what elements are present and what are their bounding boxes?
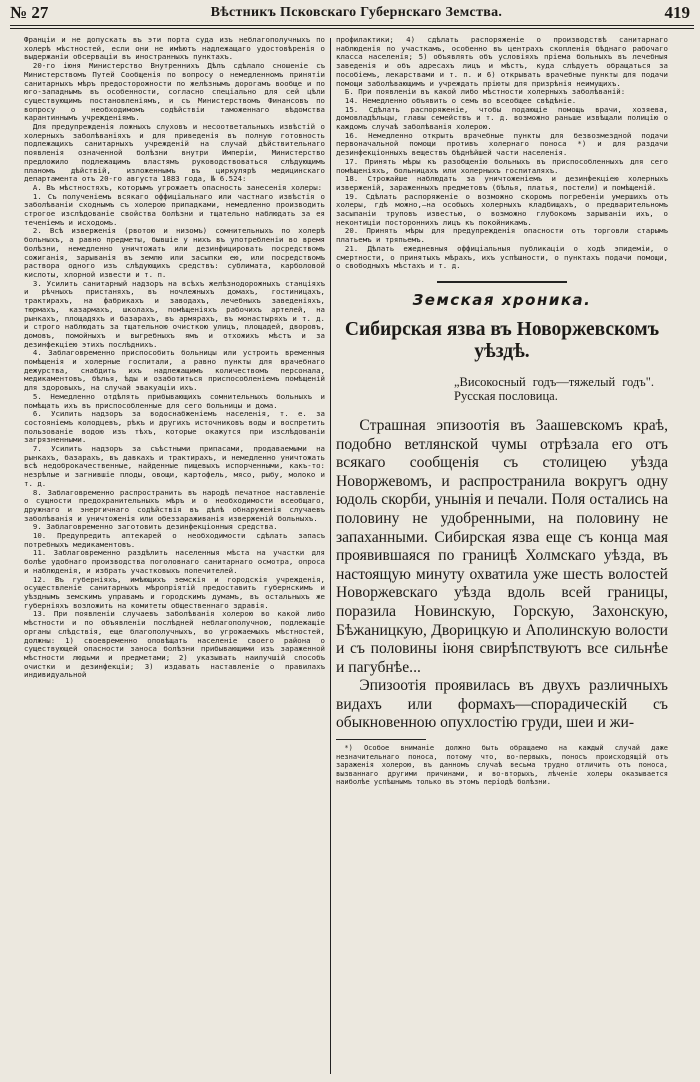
paragraph: 5. Немедленно отдѣлять прибывающихъ сомнительныхъ больныхъ и помѣщать ихъ въ приспособленные для сего больницы и дома. [24,391,325,410]
paragraph: 7. Усилить надзоръ за съѣстными припасами, продаваемыми на рынкахъ, базарахъ, въ давкахъ и трактирахъ, и немедленно уничтожать всѣ недоброкачественные, найденные пищевыхъ испорченными, какъ-то: незрѣлые и загнившіе плоды, овощи, картофель, мясо, рыбу, молоко и т. д. [24,444,325,488]
page-header [10,2,690,24]
paragraph: 13. При появленіи случаевъ заболѣванія холерою во какой либо мѣстности и по объявленіи послѣдней неблагополучною, подлежащіе органы слѣдствія, еще благополучныхъ, во угрожаемыхъ мѣстностей, должны: 1) своевременно оповѣщать населеніе своего района о существующей опасности заноса болѣзни прибывающими изъ зараженной мѣстности людьми и предметами; 2) указывать наилучшій способъ очистки и дезинфекціи; 3) издавать наставленіе о правилахъ индивидуальной [24,609,325,680]
section-separator [437,281,567,283]
header-rule-bottom [10,28,694,29]
paragraph: Франціи и не допускать въ эти порта суда изъ неблагополучныхъ по холерѣ мѣстностей, если они не имѣютъ надлежащаго удостовѣренія о выдержаніи обсерваціи въ иностранныхъ пунктахъ. [24,36,325,62]
paragraph: 2. Всѣ изверженія (рвотою и низомъ) сомнительныхъ по холерѣ больныхъ, а равно предметы, бывшіе у нихъ въ употребленіи во время болѣзни, немедленно уничтожать или дезинфицировать посредствомъ сожиганія, зарыванія въ землю или засыпки ею, или посредствомъ раствора одного изъ слѣдующихъ средствъ: сублимата, карболовой кислоты, хлорной извести и т. п. [24,226,325,279]
paragraph: 17. Принять мѣры къ разобщенію больныхъ въ приспособленныхъ для сего помѣщеніяхъ, больницахъ или холерныхъ госпиталяхъ. [336,156,668,175]
left-column [24,36,325,1074]
paragraph: 4. Заблаговременно приспособить больницы или устроить временныя помѣщенія и холерные госпитали, а равно пункты для врачебнаго дежурства, снабдить ихъ надлежащимъ количествомъ персонала, медикаментовъ, бѣлья, ѣды и озаботиться приспособленіемъ помѣщеній для здоровыхъ, на случай эвакуаціи ихъ. [24,348,325,393]
paragraph: 1. Съ полученіемъ всякаго оффиціальнаго или частнаго извѣстія о заболѣваніи сходнымъ съ холерою припадками, немедленно производить строгое изслѣдованіе свойства болѣзни и тщательно наблюдать за ея теченіемъ и исходомъ. [24,191,325,227]
article-paragraph: Страшная эпизоотія въ Заашевскомъ краѣ, подобно ветлянской чумы отрѣзала его отъ всякаго сообщенія съ столицею уѣзда Новоржевомъ, и распространила вокругъ одну юдоль скорби, унынія и печали. Поля остались на половину не удобренными, на половину не запаханными. Сибирская язва еще съ конца мая проявившаяся по границѣ Холмскаго уѣзда, въ настоящую минуту охватила уже шесть волостей Новоржевскаго уѣзда вдоль всей границы, поразила Новинскую, Горскую, Захонскую, Бѣжаницкую, Дворицкую и Аполинскую волости и съ половины іюня свирѣпствуютъ все сильнѣе и пагубнѣе... [336,416,668,676]
paragraph: 12. Въ губерніяхъ, имѣющихъ земскія и городскія учрежденія, осуществленіе санитарныхъ мѣропріятій предоставить губернскимъ и уѣзднымъ земскимъ управамъ и городскимъ думамъ, въ остальныхъ же губерніяхъ возложить на комитеты общественнаго здравія. [24,574,325,610]
paragraph: 15. Сдѣлать распоряженіе, чтобы подающіе помощь врачи, хозяева, домовладѣльцы, главы семействъ и т. д. возможно раньше извѣщали полицію о каждомъ случаѣ заболѣванія холерою. [336,104,668,132]
header-rule-top [10,25,694,26]
article-title: Сибирская язва въ Новоржевскомъ уѣздѣ. [344,318,660,362]
journal-title: Вѣстникъ Псковскаго Губернскаго Земства. [210,5,503,20]
article-paragraph: Эпизоотія проявилась въ двухъ различныхъ видахъ или формахъ—спорадическій съ обыкновенною опухлостію груди, шеи и жи- [336,677,668,732]
paragraph: 10. Предупредить аптекарей о необходимости сдѣлать запасъ потребныхъ медикаментовъ. [24,531,325,549]
paragraph: 11. Заблаговременно раздѣлить населенныя мѣста на участки для болѣе удобнаго производства поголовнаго санитарнаго осмотра, опроса и наблюденія, и избрать участковыхъ попечителей. [24,548,325,575]
paragraph: 16. Немедленно открыть врачебные пункты для безвозмездной подачи первоначальной помощи противъ холернаго поноса *) и для раздачи дезинфекціонныхъ веществъ бѣднѣйшей части населенія. [336,130,668,158]
paragraph: 9. Заблаговременно заготовить дезинфекціонныя средства. [32,522,278,532]
paragraph: 19. Сдѣлать распоряженіе о возможно скоромъ погребеніи умершихъ отъ холеры, гдѣ можно,—на особыхъ холерныхъ кладбищахъ, о предварительномъ засыпаніи труповъ известью, о возможно глубокомъ зарываніи ихъ, о неконтиціи постороннихъ лицъ къ покойникамъ. [336,191,668,227]
epigraph: „Високосный годъ—тяжелый годъ". Русская пословица. [454,374,654,403]
paragraph: 20. Принять мѣры для предупрежденія опасности отъ торговли старымъ платьемъ и тряпьемъ. [336,226,668,245]
paragraph: А. Въ мѣстностяхъ, которымъ угрожаетъ опасность занесенія холеры: [32,182,323,192]
issue-number: № 27 [10,3,49,22]
section-title: Земская хроника. [412,290,592,309]
column-divider [330,38,331,1074]
paragraph: Б. При появленіи въ какой либо мѣстности холерныхъ заболѣваній: [344,87,626,97]
paragraph: профилактики; 4) сдѣлать распоряженіе о производствѣ санитарнаго наблюденія по участкамъ, особенно въ центрахъ скопленія бѣднаго рабочаго класса населенія; 5) объявлять объ условіяхъ пріема больныхъ въ лечебныя заведенія и объ адресахъ лицъ и мѣстъ, куда слѣдуетъ обращаться за пособіемъ, лекарствами и т. п. и 6) открывать врачебные пункты для подачи помощи заболѣвающимъ и учреждать пріюты для призрѣнія неимущихъ. [336,36,668,88]
paragraph: 3. Усилить санитарный надзоръ на всѣхъ желѣзнодорожныхъ станціяхъ и рѣчныхъ пристаняхъ, въ ночлежныхъ домахъ, гостиницахъ, трактирахъ, на фабрикахъ и заводахъ, лечебныхъ заведеніяхъ, тюрмахъ, казармахъ, школахъ, помѣщеніяхъ рабочихъ артелей, на рынкахъ, площадяхъ и базарахъ, въ армярахъ, въ монастыряхъ и т. д. и строго наблюдать за тщательною очисткою улицъ, площадей, дворовъ, домовъ, помойныхъ и выгребныхъ ямъ и отхожихъ мѣстъ и за дезинфекціею этихъ послѣднихъ. [24,278,325,349]
footnote: *) Особое вниманіе должно быть обращаемо на каждый случай даже незначительнаго поноса, потому что, во-первыхъ, поносъ происходящій отъ зараженія холерою, въ данномъ случаѣ весьма трудно отличить отъ поноса, вызваннаго другими причинами, и во-вторыхъ, лѣченіе холеры оказывается наиболѣе успѣшнымъ только въ этомъ періодѣ болѣзни. [336,744,668,787]
paragraph: 14. Немедленно объявить о семъ во всеобщее свѣдѣніе. [344,95,577,105]
paragraph: 21. Дѣлать ежедневныя оффиціальныя публикаціи о ходѣ эпидеміи, о смертности, о принятыхъ мѣрахъ, ихъ успѣшности, о пунктахъ подачи помощи, о свободныхъ мѣстахъ и т. д. [336,243,668,271]
right-column [336,36,668,1074]
paragraph: 6. Усилить надзоръ за водоснабженіемъ населенія, т. е. за состояніемъ колодцевъ, рѣкъ и другихъ источниковъ воды и воспретить пользованіе водою изъ тѣхъ, которые окажутся при изслѣдованіи загрязненными. [24,409,325,445]
paragraph: 18. Строжайше наблюдать за уничтоженіемъ и дезинфекціею холерныхъ изверженій, зараженныхъ предметовъ (бѣлья, платья, постели) и помѣщеній. [336,174,668,192]
paragraph: 8. Заблаговременно распространить въ народѣ печатное наставленіе о сущности предохранительныхъ мѣръ и о необходимости всеобщаго, дружнаго и энергичнаго содѣйствія въ дѣлѣ обнаруженія случаевъ заболѣванія и уничтоженія или обеззараживанія изверженій больныхъ. [24,487,325,523]
paragraph: 20-го іюня Министерство Внутреннихъ Дѣлъ сдѣлало сношеніе съ Министерствомъ Путей Сообщенія по вопросу о немедленномъ принятіи санитарныхъ мѣръ предосторожности по желѣзнымъ дорогамъ вообще и по юго-западнымъ въ особенности, согласно спеціально для сей цѣли существующимъ постановленіямъ, и съ Министерствомъ Финансовъ по вопросу о необходимомъ содѣйствіи таможеннаго вѣдомства карантиннымъ учрежденіямъ. [24,61,325,123]
page-number: 419 [664,3,690,22]
footnote-separator [336,739,426,740]
paragraph: Для предупрежденія ложныхъ слуховъ и несоответальныхъ извѣстій о холерныхъ заболѣваніяхъ и для приведенія въ полную готовность подлежащихъ санитарныхъ учрежденій на случай дѣйствительнаго появленія означенной болѣзни внутри Имперіи, Министерство предложило подлежащимъ властямъ руководствоваться слѣдующимъ планомъ дѣйствій, изложеннымъ въ циркулярѣ медицинскаго департамента отъ 20-го августа 1883 года, № 6.524: [24,122,325,184]
